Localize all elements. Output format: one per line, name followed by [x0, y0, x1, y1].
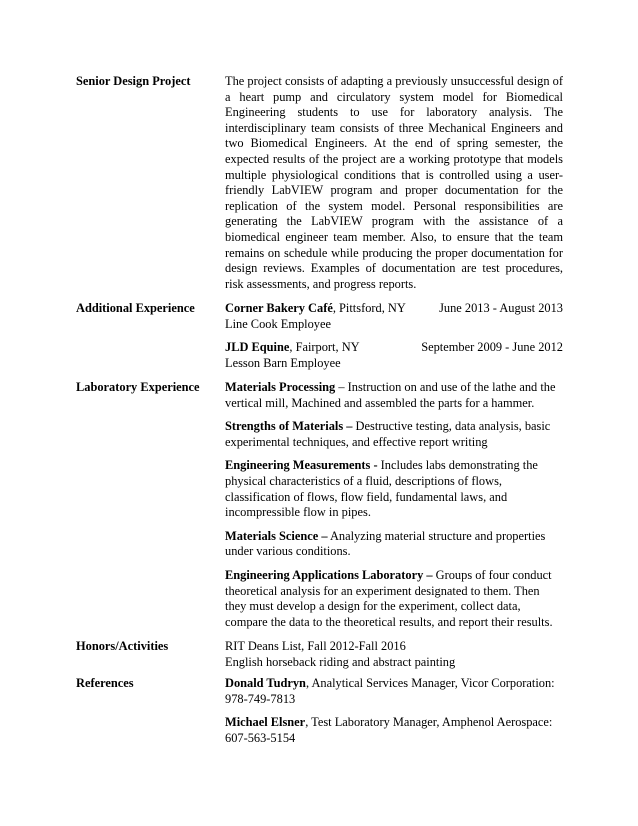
course-entry [225, 380, 563, 411]
senior-design-description: The project consists of adapting a previously unsuccessful design of a heart pump and circulatory system model for Biomedical Engineering students to use for laboratory analysis. The interdisciplinary team consists of three Mechanical Engineers and two Biomedical Engineers. At the end of spring semester, the expected results of the project are a working prototype that models multiple physiological conditions that is controlled using a user-friendly LabVIEW program and proper documentation for the replication of the system model. Personal responsibilities are generating the LabVIEW program with the assistance of a biomedical engineer team member. Also, to ensure that the team remains on schedule while producing the proper documentation for design reviews. Examples of documentation are test procedures, risk assessments, and progress reports. [225, 74, 563, 291]
job-dates: June 2013 - August 2013 [439, 301, 563, 315]
job-dates: September 2009 - June 2012 [421, 340, 563, 355]
reference-name: Michael Elsner [225, 715, 306, 730]
reference-phone: 978-749-7813 [225, 691, 296, 706]
course-description: classification of flows, flow field, fundamental laws, and [225, 489, 508, 504]
course-entry [225, 529, 563, 560]
course-description: physical characteristics of a fluid, descriptions of flows, [225, 473, 502, 488]
job-employer: JLD Equine [225, 340, 290, 355]
honors-item: RIT Deans List, Fall 2012-Fall 2016 [225, 639, 406, 653]
course-description: vertical mill, Machined and assembled the parts for a hammer. [225, 395, 535, 410]
job-employer: Corner Bakery Café [225, 301, 333, 315]
course-list [225, 380, 563, 630]
course-entry [225, 419, 563, 450]
laboratory-experience-label: Laboratory Experience [76, 380, 200, 394]
course-description: theoretical analysis for an experiment designated to them. Then [225, 583, 540, 598]
course-description: experimental techniques, and effective report writing [225, 434, 488, 449]
course-description: under various conditions. [225, 544, 351, 559]
course-description: Analyzing material structure and properties [327, 528, 546, 543]
references-list [225, 676, 563, 746]
course-description: incompressible flow in pipes. [225, 505, 371, 520]
job-list [225, 301, 563, 371]
course-name: Engineering Measurements - [225, 458, 378, 473]
course-name: Strengths of Materials – [225, 419, 353, 434]
course-entry [225, 568, 563, 630]
honors-label: Honors/Activities [76, 639, 169, 653]
course-description: they must develop a design for the experiment, collect data, [225, 599, 521, 614]
references-label: References [76, 676, 134, 690]
job-location: , Pittsford, NY [332, 301, 406, 315]
course-name: Materials Processing [225, 380, 336, 394]
course-description: Destructive testing, data analysis, basic [352, 419, 551, 434]
course-entry [225, 458, 563, 520]
senior-design-label: Senior Design Project [76, 74, 191, 88]
reference-name: Donald Tudryn [225, 676, 306, 690]
course-description: Groups of four conduct [432, 567, 552, 582]
course-name: Materials Science – [225, 528, 328, 543]
reference-role: , Test Laboratory Manager, Amphenol Aerospace: [305, 715, 553, 730]
job-entry [225, 340, 563, 371]
reference-phone: 607-563-5154 [225, 730, 296, 745]
additional-experience-label: Additional Experience [76, 301, 195, 315]
job-entry [225, 301, 563, 332]
reference-entry [225, 676, 563, 707]
course-description: compare the data to the theoretical results, and report their results. [225, 614, 553, 629]
course-name: Engineering Applications Laboratory – [225, 567, 433, 582]
job-title: Line Cook Employee [225, 316, 331, 331]
course-description: – Instruction on and use of the lathe and the [335, 380, 556, 394]
course-description: Includes labs demonstrating the [377, 458, 538, 473]
honors-item: English horseback riding and abstract painting [225, 654, 456, 669]
reference-entry [225, 715, 563, 746]
honors-list [225, 639, 563, 670]
job-location: , Fairport, NY [289, 340, 360, 355]
reference-role: , Analytical Services Manager, Vicor Corporation: [305, 676, 555, 690]
job-title: Lesson Barn Employee [225, 355, 341, 370]
